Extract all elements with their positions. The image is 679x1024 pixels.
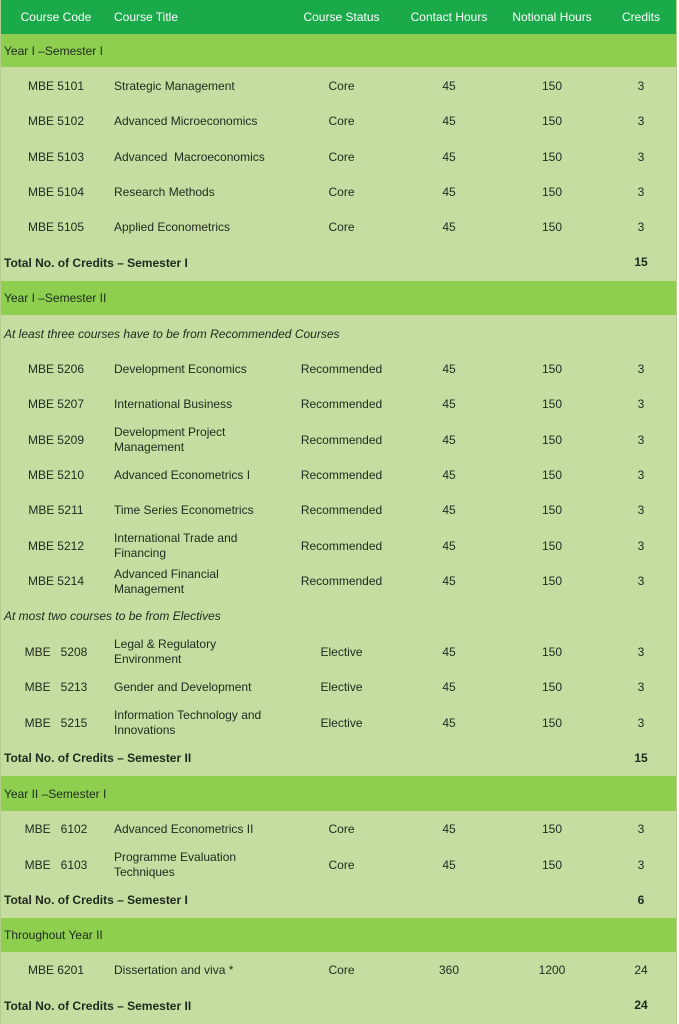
credits: 3 (637, 362, 645, 376)
course-title: International Business (114, 397, 233, 411)
course-status: Elective (320, 715, 363, 730)
table-row (1, 493, 676, 528)
course-code: MBE 6201 (27, 963, 85, 977)
electives-note: At most two courses to be from Electives (4, 609, 221, 623)
course-title: Advanced Financial Management (114, 566, 219, 596)
table-row (1, 953, 676, 988)
contact-hours: 45 (442, 468, 456, 482)
course-status: Recommended (300, 362, 383, 376)
contact-hours: 45 (442, 114, 456, 128)
contact-hours: 45 (442, 680, 456, 694)
course-code: MBE 5102 (27, 114, 85, 128)
header-course-code: Course Code (20, 9, 92, 24)
table-row (1, 104, 676, 139)
course-code: MBE 5105 (27, 220, 85, 234)
total-row (1, 883, 676, 917)
course-title: International Trade and Financing (114, 531, 238, 560)
notional-hours: 150 (541, 538, 563, 553)
credits: 24 (634, 963, 648, 977)
course-status: Recommended (300, 397, 383, 411)
credits: 3 (637, 503, 645, 517)
table-row (1, 175, 676, 210)
notional-hours: 150 (541, 362, 563, 376)
contact-hours: 45 (442, 149, 456, 164)
total-credits: 15 (634, 750, 648, 765)
notional-hours: 150 (541, 185, 563, 199)
course-code: MBE 5206 (27, 362, 85, 376)
contact-hours: 45 (442, 362, 456, 376)
total-credits: 6 (637, 892, 645, 907)
course-status: Elective (320, 680, 363, 694)
course-title: Applied Econometrics (114, 220, 231, 234)
header-contact-hours: Contact Hours (410, 9, 488, 24)
credits: 3 (637, 715, 645, 730)
section-title: Year II –Semester I (4, 786, 107, 801)
notional-hours: 150 (541, 503, 563, 517)
table-row (1, 69, 676, 104)
credits: 3 (637, 79, 645, 93)
course-status: Core (328, 114, 355, 128)
notional-hours: 1200 (538, 963, 566, 977)
contact-hours: 45 (442, 79, 456, 93)
notional-hours: 150 (541, 574, 563, 588)
total-credits: 24 (634, 998, 648, 1012)
total-row (1, 741, 676, 775)
contact-hours: 360 (438, 963, 460, 977)
course-title: Strategic Management (114, 79, 235, 93)
course-code: MBE 5212 (27, 538, 85, 553)
course-status: Core (328, 822, 355, 836)
notional-hours: 150 (541, 644, 563, 659)
section-header-year1-sem1 (1, 34, 676, 67)
credits: 3 (637, 822, 645, 836)
course-code: MBE 5214 (27, 574, 85, 588)
total-label: Total No. of Credits – Semester II (4, 998, 192, 1013)
course-status: Core (328, 185, 355, 199)
contact-hours: 45 (442, 644, 456, 659)
course-status: Recommended (300, 538, 383, 553)
course-code: MBE 5207 (27, 397, 85, 411)
contact-hours: 45 (442, 397, 456, 411)
contact-hours: 45 (442, 574, 456, 588)
section-header-year2 (1, 918, 676, 952)
contact-hours: 45 (442, 538, 456, 553)
credits: 3 (637, 680, 645, 694)
credits: 3 (637, 644, 645, 659)
course-title: Advanced Microeconomics (114, 114, 258, 128)
course-status: Core (328, 857, 355, 872)
course-code: MBE 6102 (24, 822, 88, 836)
section-title: Year I –Semester I (4, 43, 103, 58)
credits: 3 (637, 220, 645, 234)
course-code: MBE 5210 (27, 468, 85, 482)
course-title: Research Methods (114, 185, 215, 199)
credits: 3 (637, 468, 645, 482)
course-title: Legal & Regulatory Environment (114, 637, 217, 666)
course-status: Core (328, 149, 355, 164)
course-code: MBE 5215 (24, 715, 88, 730)
notional-hours: 150 (541, 114, 563, 128)
note-row (1, 317, 676, 350)
notional-hours: 150 (541, 220, 563, 234)
section-title: Year I –Semester II (4, 291, 107, 305)
notional-hours: 150 (541, 680, 563, 694)
table-row (1, 528, 676, 564)
course-title: Time Series Econometrics (114, 503, 254, 517)
course-title: Advanced Econometrics I (114, 468, 251, 482)
notional-hours: 150 (541, 432, 563, 447)
table-row (1, 387, 676, 422)
notional-hours: 150 (541, 79, 563, 93)
course-code: MBE 5209 (27, 432, 85, 447)
contact-hours: 45 (442, 432, 456, 447)
table-row (1, 139, 676, 175)
course-status: Recommended (300, 432, 383, 447)
contact-hours: 45 (442, 857, 456, 872)
contact-hours: 45 (442, 822, 456, 836)
course-title: Gender and Development (114, 680, 252, 694)
course-code: MBE 5104 (27, 185, 85, 199)
contact-hours: 45 (442, 220, 456, 234)
course-status: Core (328, 963, 355, 977)
recommended-note: At least three courses have to be from Recommended Courses (4, 326, 340, 341)
total-row (1, 245, 676, 280)
notional-hours: 150 (541, 715, 563, 730)
course-title: Advanced Econometrics II (114, 822, 254, 836)
course-code: MBE 5213 (24, 680, 88, 694)
table-row (1, 670, 676, 705)
course-title: Development Economics (114, 362, 247, 376)
credits: 3 (637, 538, 645, 553)
course-code: MBE 5211 (28, 503, 84, 517)
notional-hours: 150 (541, 468, 563, 482)
course-title: Information Technology and Innovations (114, 708, 262, 737)
course-title: Development Project Management (114, 425, 226, 454)
course-title: Advanced Macroeconomics (114, 149, 265, 164)
credits: 3 (637, 857, 645, 872)
table-row (1, 634, 676, 670)
notional-hours: 150 (541, 397, 563, 411)
table-row (1, 812, 676, 847)
credits: 3 (637, 397, 645, 411)
header-notional-hours: Notional Hours (512, 9, 592, 24)
course-status: Recommended (300, 503, 383, 517)
course-title: Dissertation and viva * (114, 963, 234, 977)
header-course-title: Course Title (114, 9, 179, 24)
credits: 3 (637, 114, 645, 128)
credits: 3 (637, 185, 645, 199)
course-code: MBE 6103 (24, 857, 88, 872)
notional-hours: 150 (541, 822, 563, 836)
total-credits: 15 (634, 255, 648, 269)
notional-hours: 150 (541, 857, 563, 872)
table-row (1, 210, 676, 245)
total-label: Total No. of Credits – Semester I (4, 893, 188, 907)
course-title: Programme Evaluation Techniques (114, 850, 237, 879)
course-code: MBE 5208 (24, 644, 88, 659)
section-header-year2-sem1 (1, 776, 676, 811)
note-row (1, 599, 676, 633)
section-title: Throughout Year II (4, 928, 103, 942)
course-status: Recommended (300, 468, 383, 482)
section-header-year1-sem2 (1, 281, 676, 315)
table-row (1, 458, 676, 493)
total-label: Total No. of Credits – Semester II (4, 751, 192, 765)
course-status: Elective (320, 644, 363, 659)
total-row (1, 988, 676, 1023)
credits: 3 (637, 432, 645, 447)
table-header (1, 0, 676, 34)
table-row (1, 352, 676, 387)
header-course-status: Course Status (303, 9, 380, 24)
contact-hours: 45 (442, 715, 456, 730)
table-row (1, 422, 676, 458)
course-status: Core (328, 220, 355, 234)
table-row (1, 847, 676, 883)
table-row (1, 564, 676, 599)
header-credits: Credits (621, 9, 660, 24)
credits: 3 (637, 574, 645, 588)
course-code: MBE 5101 (27, 79, 85, 93)
course-status: Core (328, 79, 355, 93)
total-label: Total No. of Credits – Semester I (4, 255, 188, 270)
course-status: Recommended (300, 574, 383, 588)
notional-hours: 150 (541, 149, 563, 164)
contact-hours: 45 (442, 185, 456, 199)
course-code: MBE 5103 (27, 149, 85, 164)
table-row (1, 705, 676, 741)
credits: 3 (637, 149, 645, 164)
contact-hours: 45 (442, 503, 456, 517)
